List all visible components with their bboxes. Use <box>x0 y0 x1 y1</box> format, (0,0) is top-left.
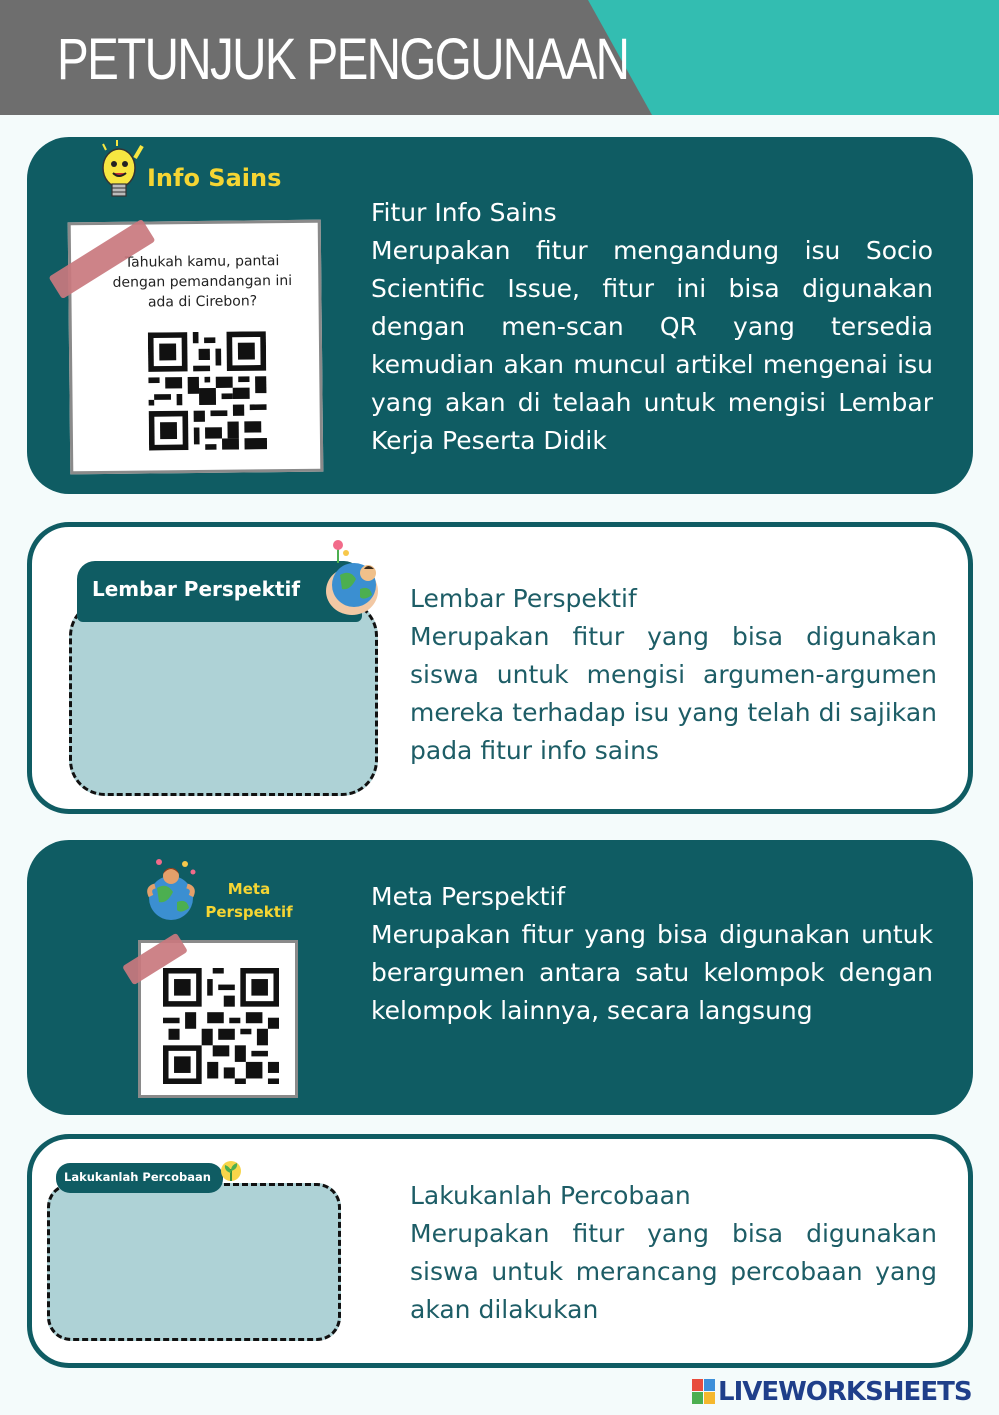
meta-perspektif-description <box>371 878 933 1030</box>
meta-perspektif-badge <box>197 878 301 924</box>
page-title: PETUNJUK PENGGUNAAN <box>57 27 629 92</box>
percobaan-body: Merupakan fitur yang bisa digunakan siswa untuk merancang percobaan yang akan dilakukan <box>410 1219 937 1324</box>
globe-person-icon <box>141 858 205 926</box>
meta-perspektif-body: Merupakan fitur yang bisa digunakan untuk berargumen antara satu kelompok dengan kelompok lainnya, secara langsung <box>371 920 933 1025</box>
info-sains-badge: Info Sains <box>147 164 282 192</box>
meta-perspektif-card <box>27 840 973 1115</box>
percobaan-title: Lakukanlah Percobaan <box>410 1181 691 1210</box>
percobaan-tab-label: Lakukanlah Percobaan <box>64 1170 211 1184</box>
globe-hands-icon <box>320 539 386 625</box>
qr-code-icon[interactable] <box>163 968 279 1084</box>
percobaan-input-area[interactable] <box>47 1183 341 1341</box>
lembar-perspektif-body: Merupakan fitur yang bisa digunakan siswa untuk mengisi argumen-argumen mereka terhadap isu yang telah di sajikan pada fitur info sains <box>410 622 937 765</box>
meta-perspektif-title: Meta Perspektif <box>371 882 566 911</box>
plant-icon <box>218 1159 244 1187</box>
qr-code-icon[interactable] <box>148 331 267 450</box>
liveworksheets-logo[interactable] <box>692 1377 972 1407</box>
lembar-perspektif-description <box>410 580 937 770</box>
percobaan-description <box>410 1177 937 1329</box>
meta-badge-line1: Meta <box>227 880 271 898</box>
percobaan-card <box>27 1134 973 1368</box>
lembar-perspektif-tab-label: Lembar Perspektif <box>92 577 301 601</box>
liveworksheets-logo-icon <box>692 1379 716 1405</box>
lembar-perspektif-title: Lembar Perspektif <box>410 584 637 613</box>
info-sains-card <box>27 137 973 494</box>
note-question: Tahukah kamu, pantai dengan pemandangan ini ada di Cirebon? <box>112 253 293 311</box>
lembar-perspektif-card <box>27 522 973 814</box>
liveworksheets-logo-text: LIVEWORKSHEETS <box>718 1377 972 1407</box>
info-sains-title: Fitur Info Sains <box>371 198 557 227</box>
lightbulb-icon <box>95 140 149 206</box>
meta-badge-line2: Perspektif <box>205 903 293 921</box>
percobaan-tab <box>56 1163 223 1193</box>
info-sains-body: Merupakan fitur mengandung isu Socio Scientific Issue, fitur ini bisa digunakan dengan men-scan QR yang tersedia kemudian akan muncul artikel mengenai isu yang akan di telaah untuk mengisi Lembar Kerja Peserta Didik <box>371 236 933 455</box>
info-sains-description <box>371 194 933 460</box>
lembar-perspektif-input-area[interactable] <box>69 600 378 796</box>
